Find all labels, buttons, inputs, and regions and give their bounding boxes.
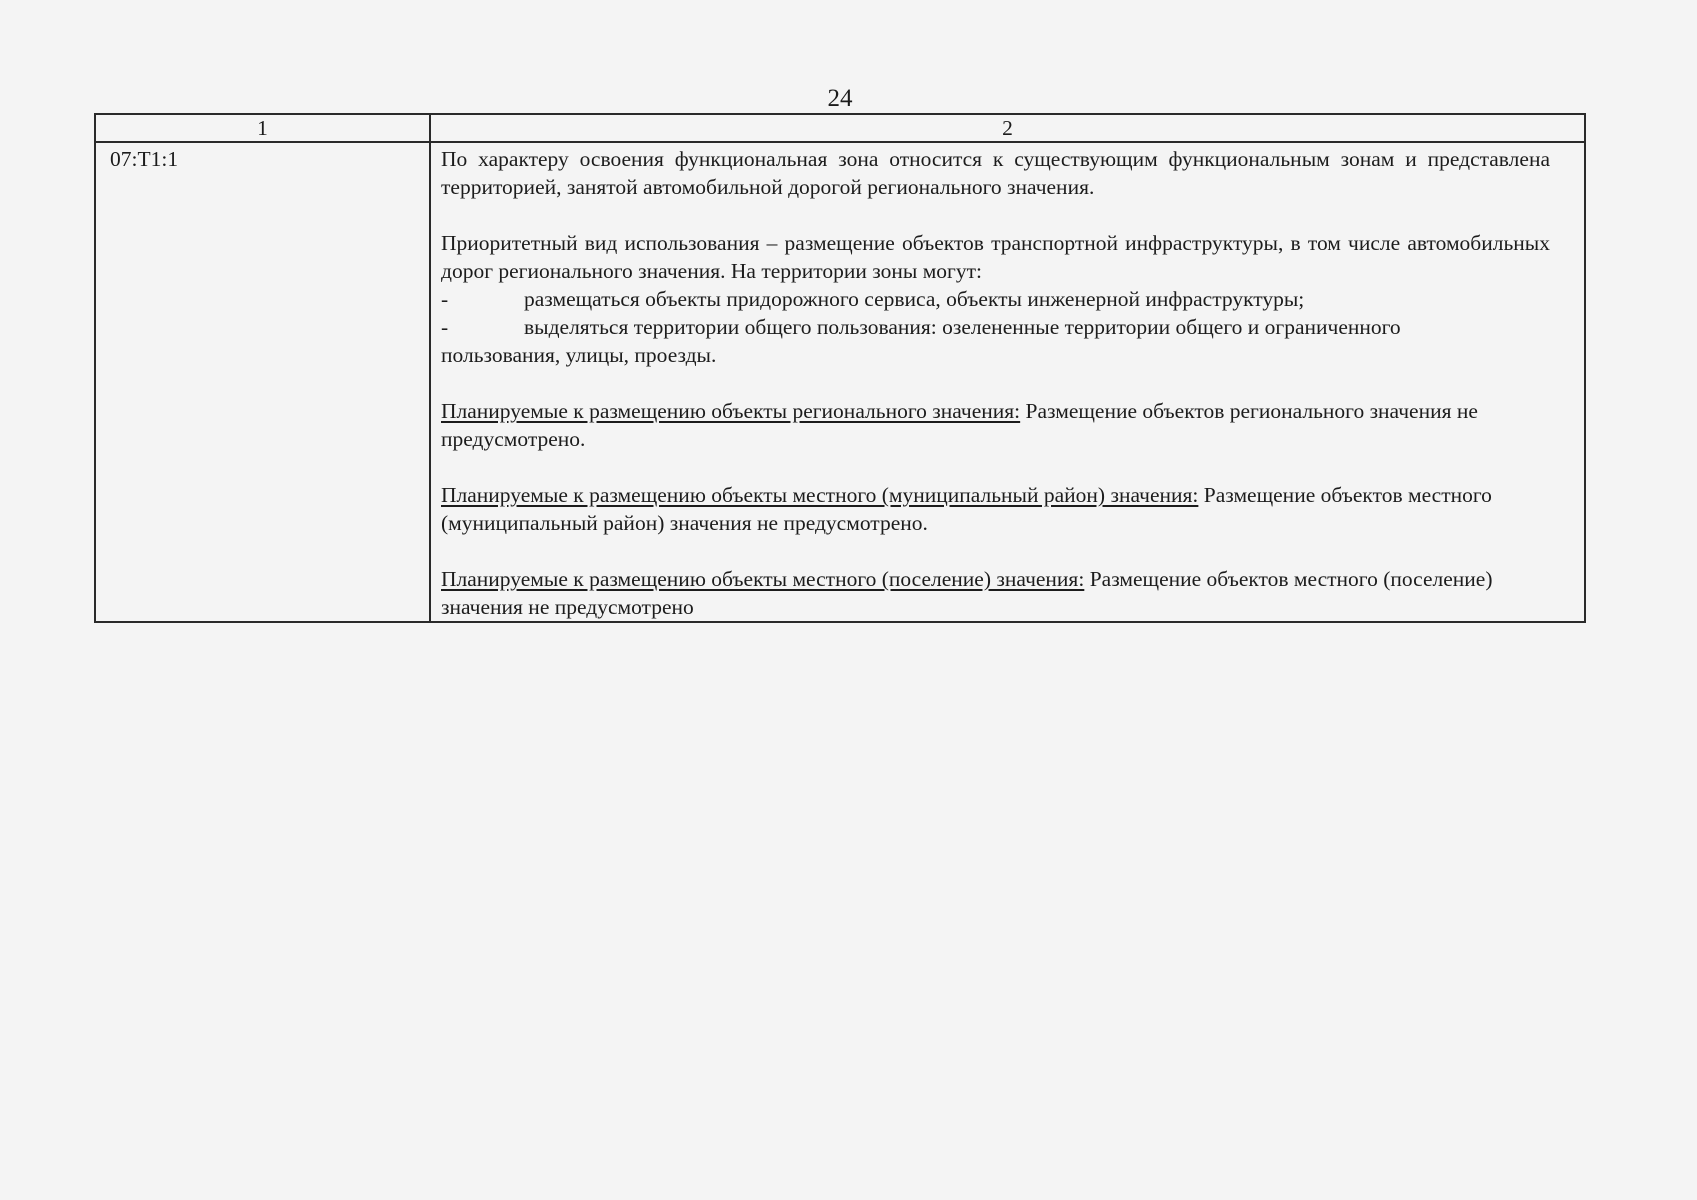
list-item-text: размещаться объекты придорожного сервиса, объекты инженерной инфраструктуры; <box>524 287 1305 311</box>
zone-description-cell <box>430 142 1585 622</box>
page-number: 24 <box>827 85 853 112</box>
development-character-paragraph: По характеру освоения функциональная зона относится к существующим функциональным зонам и представлена территорией, занятой автомобильной дорогой регионального значения. <box>441 147 1550 199</box>
zone-code-cell: 07:T1:1 <box>95 142 430 622</box>
list-dash: - <box>441 287 449 311</box>
municipal-district-objects-paragraph <box>441 481 1550 537</box>
header-cell-2: 2 <box>430 114 1585 142</box>
spacer <box>441 537 1550 565</box>
list-dash: - <box>441 315 449 339</box>
list-item <box>441 285 1550 313</box>
table-row <box>95 142 1585 622</box>
settlement-objects-paragraph <box>441 565 1550 621</box>
settlement-objects-text: Размещение объектов местного (поселение) значения не предусмотрено <box>441 567 1493 619</box>
municipal-district-objects-label: Планируемые к размещению объекты местного (муниципальный район) значения: <box>441 483 1199 507</box>
spacer <box>441 453 1550 481</box>
list-item-continuation: пользования, улицы, проезды. <box>441 343 717 367</box>
list-item <box>441 313 1550 341</box>
settlement-objects-label: Планируемые к размещению объекты местного (поселение) значения: <box>441 567 1085 591</box>
regional-objects-paragraph <box>441 397 1550 453</box>
header-cell-1: 1 <box>95 114 430 142</box>
spacer <box>441 201 1550 229</box>
list-item-text: выделяться территории общего пользования: озелененные территории общего и ограниченного <box>524 315 1401 339</box>
spacer <box>441 369 1550 397</box>
regional-objects-label: Планируемые к размещению объекты регионального значения: <box>441 399 1021 423</box>
zone-description-table <box>94 113 1586 623</box>
regional-objects-text: Размещение объектов регионального значения не предусмотрено. <box>441 399 1478 451</box>
municipal-district-objects-text: Размещение объектов местного (муниципальный район) значения не предусмотрено. <box>441 483 1492 535</box>
priority-use-paragraph: Приоритетный вид использования – размещение объектов транспортной инфраструктуры, в том числе автомобильных дорог регионального значения. На территории зоны могут: <box>441 231 1550 283</box>
table-header-row <box>95 114 1585 142</box>
